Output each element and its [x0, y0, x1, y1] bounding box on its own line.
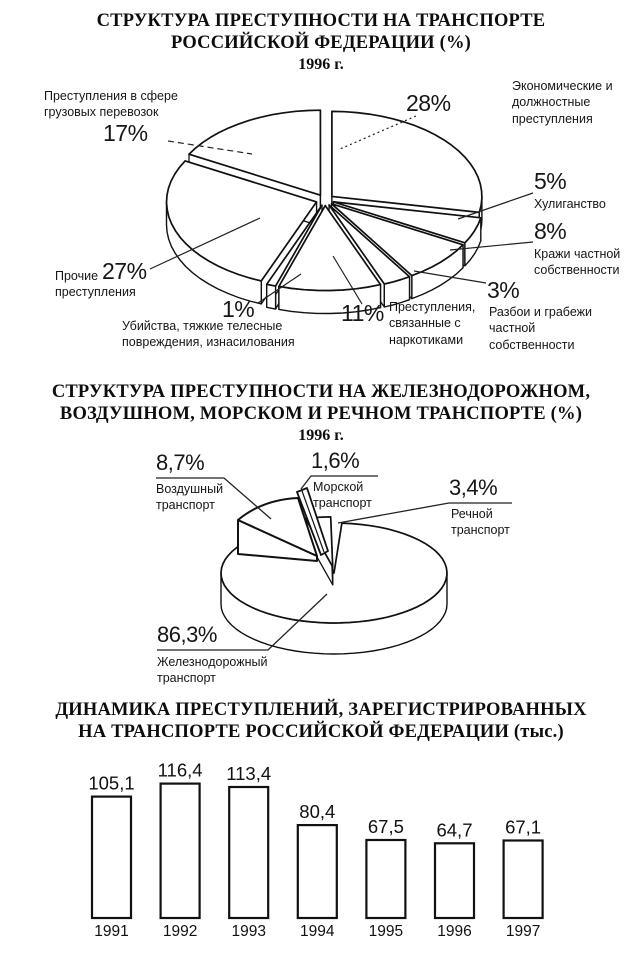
bar-1997	[504, 841, 543, 919]
pie2-label-sea: Морской транспорт	[313, 480, 372, 511]
bar-value-1993: 113,4	[226, 763, 272, 784]
bar-year-1991: 1991	[94, 923, 129, 940]
pie2-pct-rail: 86,3%	[157, 622, 217, 647]
pie1-subtitle: 1996 г.	[298, 56, 344, 73]
pie1-label-robbery: Разбои и грабежи частной собственности	[489, 305, 592, 352]
pie1-label-other: Прочие преступления	[55, 269, 136, 300]
pie2-title-line1: СТРУКТУРА ПРЕСТУПНОСТИ НА ЖЕЛЕЗНОДОРОЖНОМ,	[51, 382, 591, 402]
bar-year-1992: 1992	[162, 923, 198, 940]
pie1-label-murder: Убийства, тяжкие телесные повреждения, изнасилования	[122, 319, 295, 350]
bars-title-line2: НА ТРАНСПОРТЕ РОССИЙСКОЙ ФЕДЕРАЦИИ (тыс.)	[78, 722, 564, 742]
pie2-subtitle: 1996 г.	[298, 427, 344, 444]
pie1-label-econ: Экономические и должностные преступления	[512, 79, 613, 126]
bar-1993	[229, 787, 268, 918]
pie1-label-cargo: Преступления в сфере грузовых перевозок	[44, 89, 178, 120]
pie1-pct-drugs: 11%	[341, 300, 384, 326]
pie2-label-river: Речной транспорт	[451, 507, 510, 538]
dynamics-bar-chart	[88, 760, 542, 940]
bar-year-1997: 1997	[505, 923, 541, 940]
pie2-pct-sea: 1,6%	[311, 448, 360, 473]
pie2-pct-river: 3,4%	[449, 475, 498, 500]
bar-1996	[435, 843, 474, 918]
bar-value-1997: 67,1	[505, 816, 542, 838]
bar-1995	[366, 840, 405, 918]
pie1-pct-hooligan: 5%	[534, 168, 567, 194]
pie1-label-hooligan: Хулиганство	[534, 197, 606, 211]
pie1-pct-cargo: 17%	[103, 120, 148, 146]
bar-year-1995: 1995	[368, 923, 404, 940]
pie1-pct-robbery: 3%	[487, 277, 520, 303]
pie1-pct-murder: 1%	[222, 296, 255, 322]
bars-title-line1: ДИНАМИКА ПРЕСТУПЛЕНИЙ, ЗАРЕГИСТРИРОВАННЫХ	[55, 700, 587, 720]
pie1-pct-econ: 28%	[406, 90, 451, 116]
bar-year-1993: 1993	[231, 923, 266, 940]
bar-value-1991: 105,1	[88, 772, 135, 794]
pie1-pct-theft: 8%	[534, 218, 567, 244]
pie1-title-line1: СТРУКТУРА ПРЕСТУПНОСТИ НА ТРАНСПОРТЕ	[96, 11, 546, 31]
pie1-title-line2: РОССИЙСКОЙ ФЕДЕРАЦИИ (%)	[170, 33, 472, 53]
pie1-exploded-pie	[167, 110, 482, 313]
bar-1991	[92, 797, 131, 918]
pie1-pct-other: 27%	[102, 258, 147, 284]
bar-value-1992: 116,4	[157, 759, 203, 781]
bar-value-1995: 67,5	[367, 816, 404, 837]
bar-1994	[298, 825, 337, 918]
pie1-label-drugs: Преступления, связанные с наркотиками	[389, 300, 476, 347]
bar-value-1994: 80,4	[299, 801, 336, 823]
bar-1992	[161, 784, 200, 918]
pie2-label-air: Воздушный транспорт	[156, 482, 224, 513]
bar-year-1996: 1996	[437, 923, 472, 940]
bar-value-1996: 64,7	[436, 819, 473, 841]
pie2-title-line2: ВОЗДУШНОМ, МОРСКОМ И РЕЧНОМ ТРАНСПОРТЕ (%)	[59, 404, 583, 424]
pie1-label-theft: Кражи частной собственности	[534, 247, 621, 278]
pie2-pct-air: 8,7%	[156, 450, 205, 475]
pie2-label-rail: Железнодорожный транспорт	[157, 655, 268, 686]
bar-year-1994: 1994	[300, 923, 335, 940]
